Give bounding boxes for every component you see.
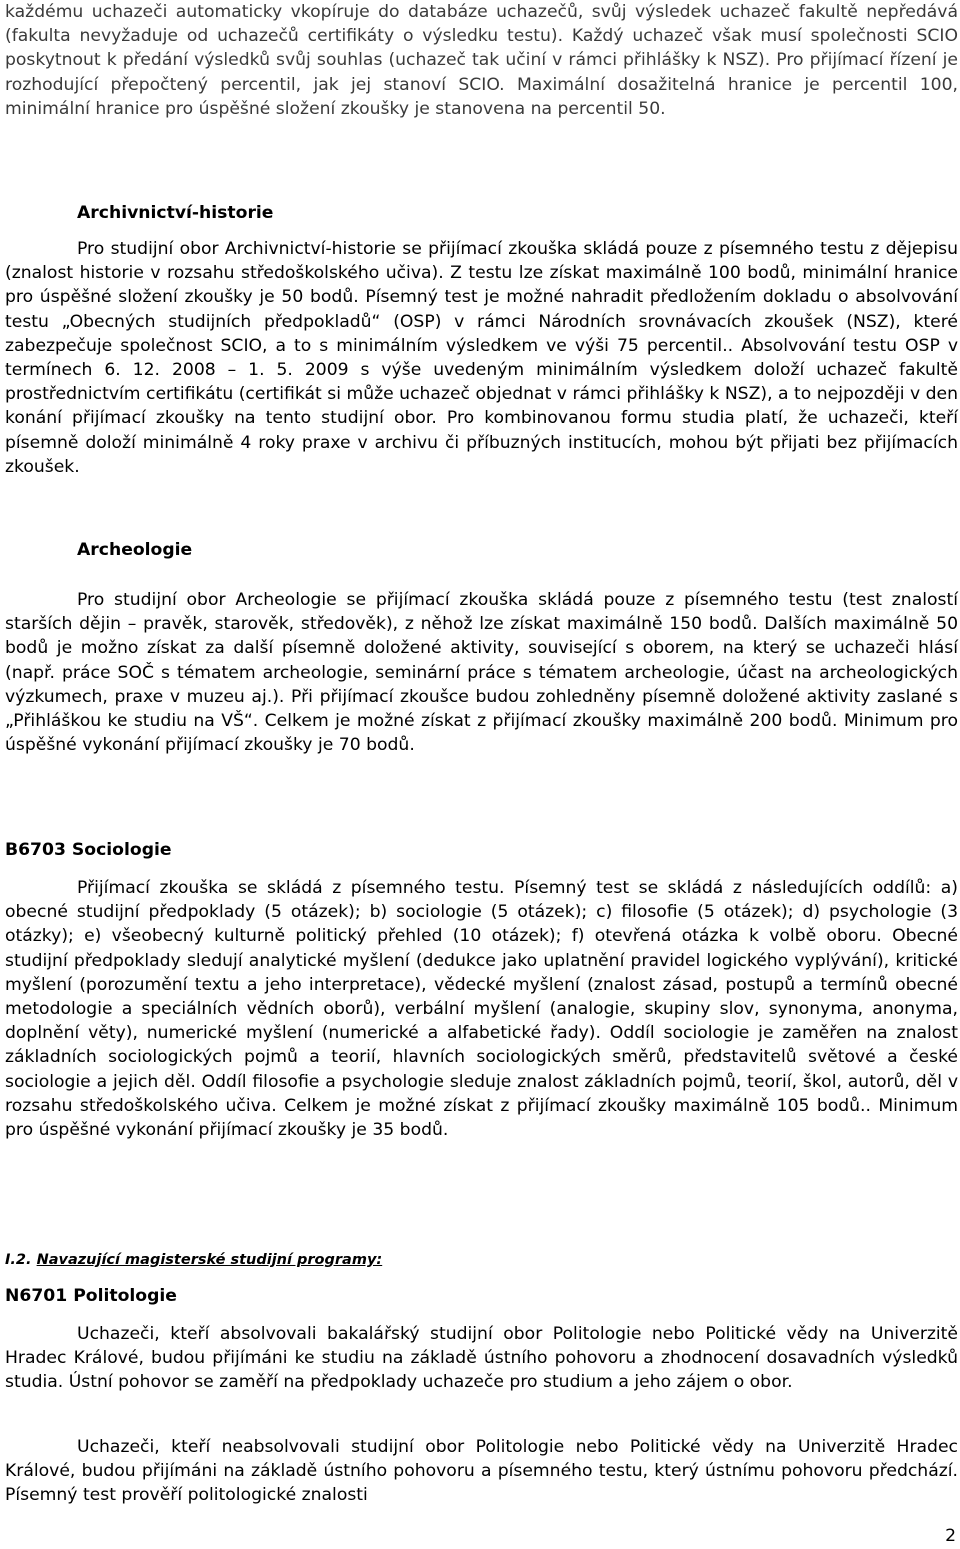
section-heading: [5, 1250, 382, 1270]
intro-paragraph: každému uchazeči automaticky vkopíruje do databáze uchazečů, svůj výsledek uchazeč fakultě nepředává (fakulta nevyžaduje od uchazečů certifikáty o výsledku testu). Každý uchazeč však musí společnosti SCIO poskytnout k předání výsledků svůj souhlas (uchazeč tak učiní v rámci přihlášky k NSZ). Pro přijímací řízení je rozhodující přepočtený percentil, jak jej stanoví SCIO. Maximální dosažitelná hranice je percentil 100, minimální hranice pro úspěšné složení zkoušky je stanovena na percentil 50.: [5, 2, 958, 119]
page-number: 2: [945, 1526, 956, 1546]
section-title: Navazující magisterské studijní programy:: [36, 1252, 383, 1268]
archivnictvi-paragraph: Pro studijní obor Archivnictví-historie se přijímací zkouška skládá pouze z písemného testu z dějepisu (znalost historie v rozsahu středoškolského učiva). Z testu lze získat maximálně 100 bodů, minimální hranice pro úspěšné složení zkoušky je 50 bodů. Písemný test je možné nahradit předložením dokladu o absolvování testu „Obecných studijních předpokladů“ (OSP) v rámci Národních srovnávacích zkoušek (NSZ), které zabezpečuje společnost SCIO, a to s minimálním výsledkem ve výši 75 percentil.. Absolvování testu OSP v termínech 6. 12. 2008 – 1. 5. 2009 s výše uvedeným minimálním výsledkem doloží uchazeč fakultě prostřednictvím certifikátu (certifikát si může uchazeč objednat v rámci přihlášky k NSZ), a to nejpozději v den konání přijímací zkoušky na tento studijní obor. Pro kombinovanou formu studia platí, že uchazeči, kteří písemně doloží minimálně 4 roky praxe v archivu či příbuzných institucích, mohou být přijati bez přijímacích zkoušek.: [5, 239, 958, 477]
politologie-paragraph-1: Uchazeči, kteří absolvovali bakalářský studijní obor Politologie nebo Politické vědy na Univerzitě Hradec Králové, budou přijímáni ke studiu na základě ústního pohovoru a zhodnocení dosavadních výsledků studia. Ústní pohovor se zaměří na předpoklady uchazeče pro studium a jeho zájem o obor.: [5, 1324, 958, 1393]
heading-archivnictvi: Archivnictví-historie: [77, 203, 274, 223]
heading-archeologie: Archeologie: [77, 540, 193, 560]
heading-politologie: N6701 Politologie: [5, 1286, 177, 1306]
archeologie-paragraph: Pro studijní obor Archeologie se přijímací zkouška skládá pouze z písemného testu (test znalostí starších dějin – pravěk, starověk, středověk), z něhož lze získat maximálně 150 bodů. Dalších maximálně 50 bodů je možno získat za další písemně doložené aktivity, související s oborem, na který se uchazeči hlásí (např. práce SOČ s tématem archeologie, seminární práce s tématem archeologie, účast na archeologických výzkumech, praxe v muzeu aj.). Při přijímací zkoušce budou zohledněny písemně doložené aktivity zaslané s „Přihláškou ke studiu na VŠ“. Celkem je možné získat z přijímací zkoušky maximálně 200 bodů. Minimum pro úspěšné vykonání přijímací zkoušky je 70 bodů.: [5, 590, 958, 756]
politologie-paragraph-2: Uchazeči, kteří neabsolvovali studijní obor Politologie nebo Politické vědy na Univerzitě Hradec Králové, budou přijímáni na základě ústního pohovoru a písemného testu, který ústnímu pohovoru předchází. Písemný test prověří politologické znalosti: [5, 1437, 958, 1506]
section-number: I.2.: [5, 1252, 32, 1268]
sociologie-paragraph: Přijímací zkouška se skládá z písemného testu. Písemný test se skládá z následujících oddílů: a) obecné studijní předpoklady (5 otázek); b) sociologie (5 otázek); c) filosofie (5 otázek); d) psychologie (3 otázky); e) všeobecný kulturně politický přehled (10 otázek); f) otevřená otázka k volbě oboru. Obecné studijní předpoklady sledují analytické myšlení (dedukce jako uplatnění pravidel logického vyplývání), kritické myšlení (porozumění textu a jeho interpretace), vědecké myšlení (znalost zásad, postupů a termínů obecné metodologie a speciálních vědních oborů), verbální myšlení (analogie, skupiny slov, synonyma, anonyma, doplnění věty), numerické myšlení (numerické a alfabetické řady). Oddíl sociologie je zaměřen na znalost základních sociologických pojmů a teorií, hlavních sociologických směrů, představitelů světové a české sociologie a jejich děl. Oddíl filosofie a psychologie sleduje znalost základních pojmů, teorií, škol, autorů, děl v rozsahu středoškolského učiva. Celkem je možné získat z přijímací zkoušky maximálně 105 bodů.. Minimum pro úspěšné vykonání přijímací zkoušky je 35 bodů.: [5, 878, 958, 1141]
heading-sociologie: B6703 Sociologie: [5, 840, 172, 860]
